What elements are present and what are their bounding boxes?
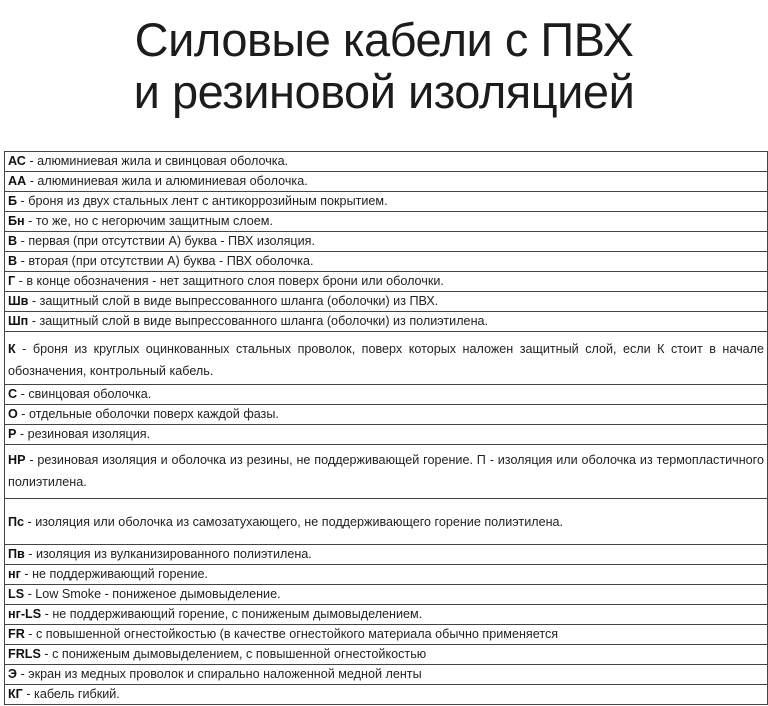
row-abbr: О	[8, 407, 18, 421]
row-separator: -	[17, 387, 29, 401]
row-desc: алюминиевая жила и алюминиевая оболочка.	[37, 174, 308, 188]
table-row	[5, 405, 767, 425]
row-separator: -	[28, 314, 40, 328]
row-abbr: Г	[8, 274, 16, 288]
row-abbr: В	[8, 254, 18, 268]
table-row	[5, 252, 767, 272]
row-abbr: НР	[8, 453, 26, 467]
row-desc: с повышенной огнестойкостью (в качестве огнестойкого материала обычно применяется	[36, 627, 559, 641]
row-desc: резиновая изоляция.	[27, 427, 151, 441]
row-abbr: АС	[8, 154, 26, 168]
abbreviation-table	[4, 151, 768, 705]
row-desc: броня из круглых оцинкованных стальных проволок, поверх которых наложен защитный слой, если К стоит в начале обозначения, контрольный кабель.	[8, 342, 764, 378]
row-separator: -	[28, 294, 40, 308]
table-row	[5, 605, 767, 625]
table-row	[5, 385, 767, 405]
title-line-2: и резиновой изоляцией	[133, 65, 635, 118]
table-row	[5, 192, 767, 212]
row-separator: -	[25, 453, 38, 467]
row-desc: защитный слой в виде выпрессованного шланга (оболочки) из ПВХ.	[39, 294, 439, 308]
row-abbr: С	[8, 387, 18, 401]
row-abbr: Б	[8, 194, 18, 208]
row-desc: вторая (при отсутствии А) буква - ПВХ оболочка.	[28, 254, 314, 268]
table-row	[5, 152, 767, 172]
row-desc: защитный слой в виде выпрессованного шланга (оболочки) из полиэтилена.	[39, 314, 489, 328]
row-separator: -	[25, 154, 38, 168]
table-row	[5, 292, 767, 312]
row-abbr: Пв	[8, 547, 25, 561]
row-desc: резиновая изоляция и оболочка из резины, не поддерживающей горение. П - изоляция или оболочка из термопластичного полиэтилена.	[8, 453, 764, 489]
row-abbr: КГ	[8, 687, 23, 701]
row-desc: отдельные оболочки поверх каждой фазы.	[29, 407, 279, 421]
row-desc: кабель гибкий.	[34, 687, 120, 701]
row-desc: свинцовая оболочка.	[28, 387, 152, 401]
row-abbr: Бн	[8, 214, 25, 228]
row-abbr: FR	[8, 627, 25, 641]
row-separator: -	[24, 214, 36, 228]
table-row	[5, 545, 767, 565]
table-row	[5, 445, 767, 499]
row-abbr: Шп	[8, 314, 29, 328]
row-separator: -	[26, 174, 38, 188]
row-separator: -	[17, 194, 29, 208]
row-separator: -	[17, 254, 29, 268]
row-desc: изоляция из вулканизированного полиэтилена.	[36, 547, 312, 561]
row-abbr: Р	[8, 427, 17, 441]
row-separator: -	[24, 514, 36, 529]
row-desc: алюминиевая жила и свинцовая оболочка.	[37, 154, 289, 168]
row-abbr: нг	[8, 567, 21, 581]
row-separator: -	[41, 607, 53, 621]
table-row	[5, 272, 767, 292]
row-desc: в конце обозначения - нет защитного слоя поверх брони или оболочки.	[26, 274, 444, 288]
row-abbr: АА	[8, 174, 27, 188]
row-separator: -	[16, 427, 28, 441]
row-separator: -	[16, 667, 29, 681]
row-desc: не поддерживающий горение, с пониженым дымовыделением.	[52, 607, 423, 621]
row-desc: то же, но с негорючим защитным слоем.	[35, 214, 273, 228]
row-desc: Low Smoke - пониженое дымовыделение.	[35, 587, 281, 601]
row-desc: с пониженым дымовыделением, с повышенной огнестойкостью	[52, 647, 427, 661]
title-line-1: Силовые кабели с ПВХ	[134, 13, 634, 66]
table-row	[5, 212, 767, 232]
row-desc: не поддерживающий горение.	[32, 567, 208, 581]
table-row	[5, 585, 767, 605]
row-abbr: LS	[8, 587, 25, 601]
row-desc: первая (при отсутствии А) буква - ПВХ изоляция.	[28, 234, 315, 248]
row-separator: -	[40, 647, 53, 661]
table-row	[5, 685, 767, 705]
row-abbr: нг-LS	[8, 607, 42, 621]
row-abbr: FRLS	[8, 647, 41, 661]
row-separator: -	[20, 567, 33, 581]
table-row	[5, 172, 767, 192]
table-row	[5, 645, 767, 665]
table-row	[5, 665, 767, 685]
table-row	[5, 425, 767, 445]
table-row	[5, 625, 767, 645]
row-desc: изоляция или оболочка из самозатухающего, не поддерживающего горение полиэтилена.	[35, 514, 564, 529]
row-separator: -	[17, 234, 29, 248]
table-row	[5, 332, 767, 385]
row-separator: -	[17, 407, 29, 421]
row-desc: экран из медных проволок и спирально наложенной медной ленты	[28, 667, 422, 681]
row-abbr: Шв	[8, 294, 29, 308]
row-separator: -	[15, 274, 27, 288]
table-row	[5, 565, 767, 585]
row-separator: -	[24, 587, 36, 601]
row-abbr: В	[8, 234, 18, 248]
row-separator: -	[15, 342, 33, 356]
row-abbr: Пс	[8, 514, 25, 529]
table-row	[5, 232, 767, 252]
row-abbr: Э	[8, 667, 17, 681]
page-title	[0, 14, 768, 118]
row-separator: -	[22, 687, 35, 701]
row-desc: броня из двух стальных лент с антикоррозийным покрытием.	[28, 194, 388, 208]
table-row	[5, 499, 767, 545]
row-abbr: К	[8, 342, 16, 356]
table-row	[5, 312, 767, 332]
row-separator: -	[24, 547, 36, 561]
row-separator: -	[24, 627, 36, 641]
